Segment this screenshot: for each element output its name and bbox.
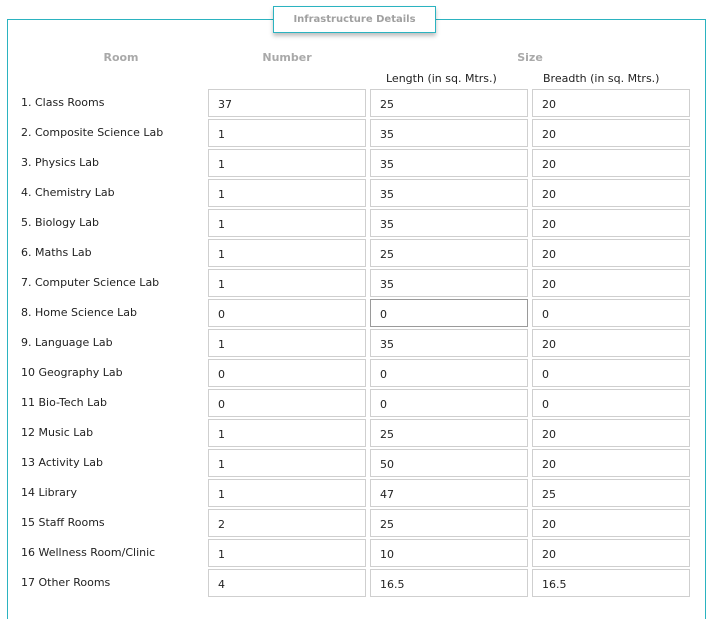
room-label: 16 Wellness Room/Clinic [21, 546, 156, 559]
breadth-input[interactable]: 0 [532, 299, 690, 327]
length-input[interactable]: 35 [370, 179, 528, 207]
breadth-input[interactable]: 0 [532, 389, 690, 417]
length-input[interactable]: 47 [370, 479, 528, 507]
room-label: 13 Activity Lab [21, 456, 103, 469]
number-input[interactable]: 1 [208, 209, 366, 237]
length-subheader: Length (in sq. Mtrs.) [386, 72, 497, 85]
number-column-header: Number [262, 51, 312, 64]
number-input[interactable]: 1 [208, 269, 366, 297]
room-label: 8. Home Science Lab [21, 306, 137, 319]
breadth-input[interactable]: 20 [532, 89, 690, 117]
length-input[interactable]: 25 [370, 419, 528, 447]
length-input[interactable]: 50 [370, 449, 528, 477]
number-input[interactable]: 1 [208, 419, 366, 447]
length-input[interactable]: 0 [370, 299, 528, 327]
breadth-input[interactable]: 20 [532, 239, 690, 267]
room-label: 2. Composite Science Lab [21, 126, 164, 139]
room-label: 17 Other Rooms [21, 576, 111, 589]
room-label: 11 Bio-Tech Lab [21, 396, 107, 409]
breadth-input[interactable]: 25 [532, 479, 690, 507]
length-input[interactable]: 25 [370, 89, 528, 117]
breadth-input[interactable]: 20 [532, 179, 690, 207]
breadth-input[interactable]: 20 [532, 419, 690, 447]
number-input[interactable]: 1 [208, 479, 366, 507]
room-column-header: Room [103, 51, 139, 64]
length-input[interactable]: 10 [370, 539, 528, 567]
length-input[interactable]: 35 [370, 209, 528, 237]
number-input[interactable]: 0 [208, 389, 366, 417]
number-input[interactable]: 1 [208, 239, 366, 267]
room-label: 12 Music Lab [21, 426, 94, 439]
breadth-input[interactable]: 20 [532, 149, 690, 177]
length-input[interactable]: 16.5 [370, 569, 528, 597]
room-label: 4. Chemistry Lab [21, 186, 115, 199]
number-input[interactable]: 2 [208, 509, 366, 537]
room-label: 9. Language Lab [21, 336, 113, 349]
length-input[interactable]: 35 [370, 149, 528, 177]
number-input[interactable]: 0 [208, 359, 366, 387]
room-label: 10 Geography Lab [21, 366, 123, 379]
breadth-input[interactable]: 20 [532, 209, 690, 237]
room-label: 5. Biology Lab [21, 216, 99, 229]
room-label: 14 Library [21, 486, 77, 499]
number-input[interactable]: 1 [208, 149, 366, 177]
section-legend: Infrastructure Details [273, 6, 436, 33]
breadth-input[interactable]: 20 [532, 509, 690, 537]
room-label: 7. Computer Science Lab [21, 276, 160, 289]
breadth-input[interactable]: 20 [532, 449, 690, 477]
number-input[interactable]: 1 [208, 119, 366, 147]
number-input[interactable]: 4 [208, 569, 366, 597]
number-input[interactable]: 1 [208, 329, 366, 357]
breadth-input[interactable]: 20 [532, 269, 690, 297]
length-input[interactable]: 35 [370, 269, 528, 297]
size-column-header: Size [517, 51, 543, 64]
number-input[interactable]: 1 [208, 539, 366, 567]
number-input[interactable]: 37 [208, 89, 366, 117]
room-label: 15 Staff Rooms [21, 516, 105, 529]
length-input[interactable]: 35 [370, 329, 528, 357]
breadth-input[interactable]: 20 [532, 329, 690, 357]
room-label: 1. Class Rooms [21, 96, 105, 109]
length-input[interactable]: 0 [370, 389, 528, 417]
breadth-subheader: Breadth (in sq. Mtrs.) [543, 72, 660, 85]
number-input[interactable]: 1 [208, 179, 366, 207]
number-input[interactable]: 1 [208, 449, 366, 477]
length-input[interactable]: 35 [370, 119, 528, 147]
length-input[interactable]: 25 [370, 239, 528, 267]
room-label: 3. Physics Lab [21, 156, 100, 169]
breadth-input[interactable]: 20 [532, 539, 690, 567]
breadth-input[interactable]: 16.5 [532, 569, 690, 597]
breadth-input[interactable]: 0 [532, 359, 690, 387]
length-input[interactable]: 0 [370, 359, 528, 387]
room-label: 6. Maths Lab [21, 246, 92, 259]
breadth-input[interactable]: 20 [532, 119, 690, 147]
number-input[interactable]: 0 [208, 299, 366, 327]
length-input[interactable]: 25 [370, 509, 528, 537]
